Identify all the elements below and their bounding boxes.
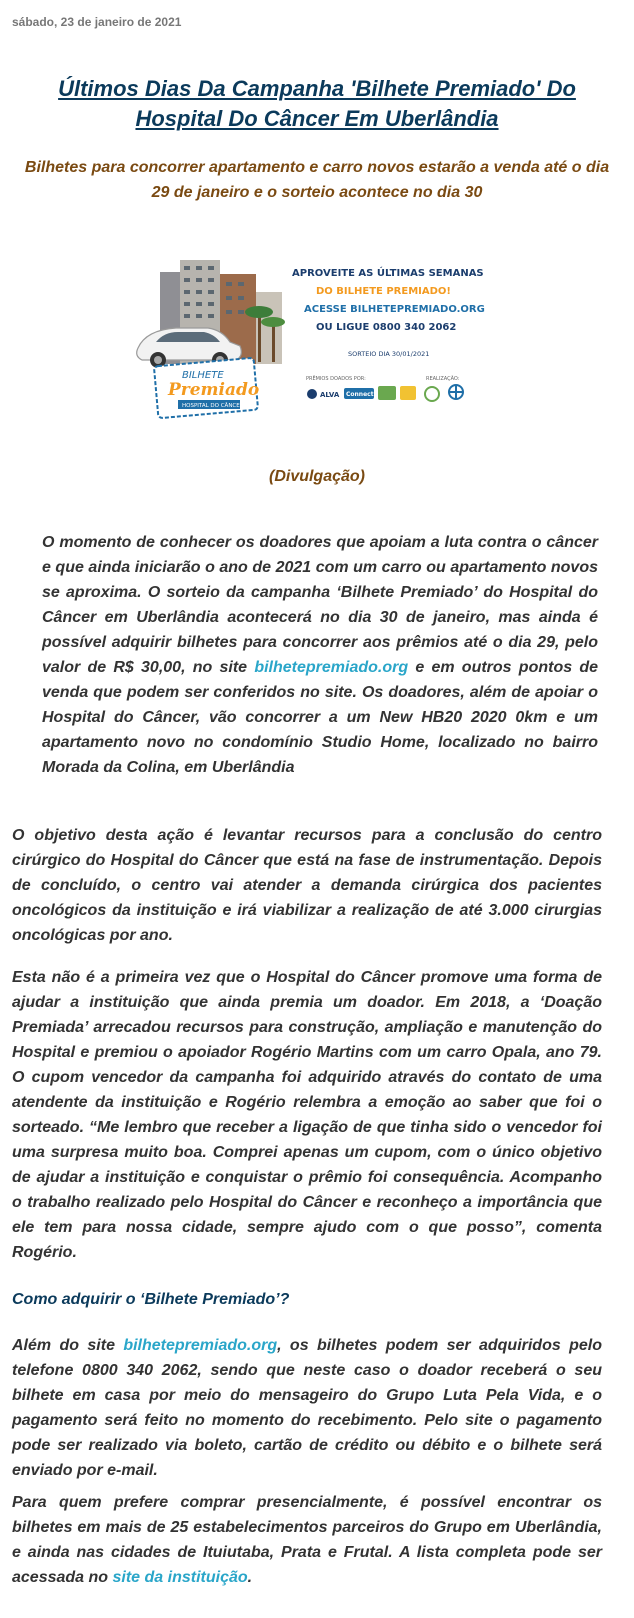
realizacao-label: REALIZAÇÃO: <box>426 376 460 382</box>
logo-text-bilhete: BILHETE <box>182 370 224 381</box>
paragraph-how-to-buy <box>12 1333 602 1483</box>
promo-line-4: OU LIGUE 0800 340 2062 <box>316 322 457 333</box>
banner-promo-text <box>292 266 485 382</box>
banner-illustration <box>116 252 500 424</box>
sponsor-connect: Connect <box>346 391 374 398</box>
promo-line-1: APROVEITE AS ÚLTIMAS SEMANAS <box>292 268 484 279</box>
paragraph-objective: O objetivo desta ação é levantar recursos para a conclusão do centro cirúrgico do Hospital do Câncer que está na fase de instrumentação. Depois de concluído, o centro vai atender a demanda cirúrgica dos pacientes oncológicos da instituição e irá viabilizar a realização de até 3.000 cirurgias oncológicas por ano. <box>12 827 602 944</box>
logo-text-hospital: HOSPITAL DO CÂNCER <box>182 403 244 409</box>
bilhetepremiado-link[interactable]: bilhetepremiado.org <box>254 659 409 676</box>
image-caption: (Divulgação) <box>268 468 365 485</box>
logo-text-premiado: Premiado <box>168 380 260 400</box>
institution-site-link[interactable]: site da instituição <box>112 1569 248 1586</box>
campaign-banner-image[interactable] <box>116 252 500 424</box>
bilhetepremiado-link-2[interactable]: bilhetepremiado.org <box>123 1337 278 1354</box>
sponsor-logos <box>307 385 463 401</box>
sponsor-alva: ALVA <box>320 391 340 399</box>
paragraph-intro <box>42 530 598 780</box>
section-heading-how-to-buy: Como adquirir o ‘Bilhete Premiado’? <box>12 1291 290 1308</box>
paragraph-intro-text-end: e em outros pontos de venda que podem ser conferidos no site. Os doadores, além de apoiar o Hospital do Câncer, vão concorrer a um New HB20 2020 0km e um apartamento novo no condomínio Studio Home, localizado no bairro Morada da Colina, em Uberlândia <box>42 659 599 776</box>
post-subtitle: Bilhetes para concorrer apartamento e carro novos estarão a venda até o dia 29 de janeiro e o sorteio acontece no dia 30 <box>24 159 610 201</box>
paragraph-history: Esta não é a primeira vez que o Hospital do Câncer promove uma forma de ajudar a instituição que ainda premia um doador. Em 2018, a ‘Doação Premiada’ arrecadou recursos para construção, ampliação e manutenção do Hospital e premiou o apoiador Rogério Martins com um carro Opala, ano 79. O cupom vencedor da campanha foi adquirido através do contato de uma atendente da instituição e Rogério relembra a emoção ao saber que foi o sorteado. “Me lembro que receber a ligação de que tinha sido o vencedor foi uma surpresa muito boa. Comprei apenas um cupom, com o único objetivo de ajudar a instituição e conquistar o prêmio foi consequência. Acompanho o trabalho realizado pelo Hospital do Câncer e reconheço a importância que ele tem para nossa cidade, sempre ajudo com o que posso”, comenta Rogério. <box>12 969 602 1261</box>
bilhete-premiado-logo <box>154 358 259 419</box>
sponsors-label: PRÊMIOS DOADOS POR: <box>306 376 366 382</box>
draw-date: SORTEIO DIA 30/01/2021 <box>348 350 430 358</box>
paragraph-how-to-buy-text-end: , os bilhetes podem ser adquiridos pelo telefone 0800 340 2062, sendo que neste caso o doador receberá o seu bilhete em casa por meio do mensageiro do Grupo Luta Pela Vida, e o pagamento será feito no momento do recebimento. Pelo site o pagamento pode ser realizado via boleto, cartão de crédito ou débito e o bilhete será enviado por e-mail. <box>12 1337 603 1479</box>
paragraph-in-person-text-start: Para quem prefere comprar presencialmente, é possível encontrar os bilhetes em mais de 25 estabelecimentos parceiros do Grupo em Uberlândia, e ainda nas cidades de Ituiutaba, Prata e Frutal. A lista completa pode ser acessada no <box>12 1494 602 1586</box>
paragraph-in-person <box>12 1490 602 1590</box>
post-title[interactable]: Últimos Dias Da Campanha 'Bilhete Premiado' Do Hospital Do Câncer Em Uberlândia <box>58 76 576 131</box>
paragraph-intro-text-start: O momento de conhecer os doadores que apoiam a luta contra o câncer e que ainda iniciarão o ano de 2021 com um carro ou apartamento novos se aproxima. O sorteio da campanha ‘Bilhete Premiado’ do Hospital do Câncer em Uberlândia acontecerá no dia 30 de janeiro, mas ainda é possível adquirir bilhetes para concorrer aos prêmios até o dia 29, pelo valor de R$ 30,00, no site <box>42 534 598 676</box>
post-date: sábado, 23 de janeiro de 2021 <box>12 15 182 29</box>
paragraph-how-to-buy-text-start: Além do site <box>12 1337 124 1354</box>
paragraph-in-person-text-end: . <box>247 1569 253 1586</box>
promo-line-2: DO BILHETE PREMIADO! <box>316 286 451 297</box>
promo-line-3: ACESSE BILHETEPREMIADO.ORG <box>304 304 485 315</box>
